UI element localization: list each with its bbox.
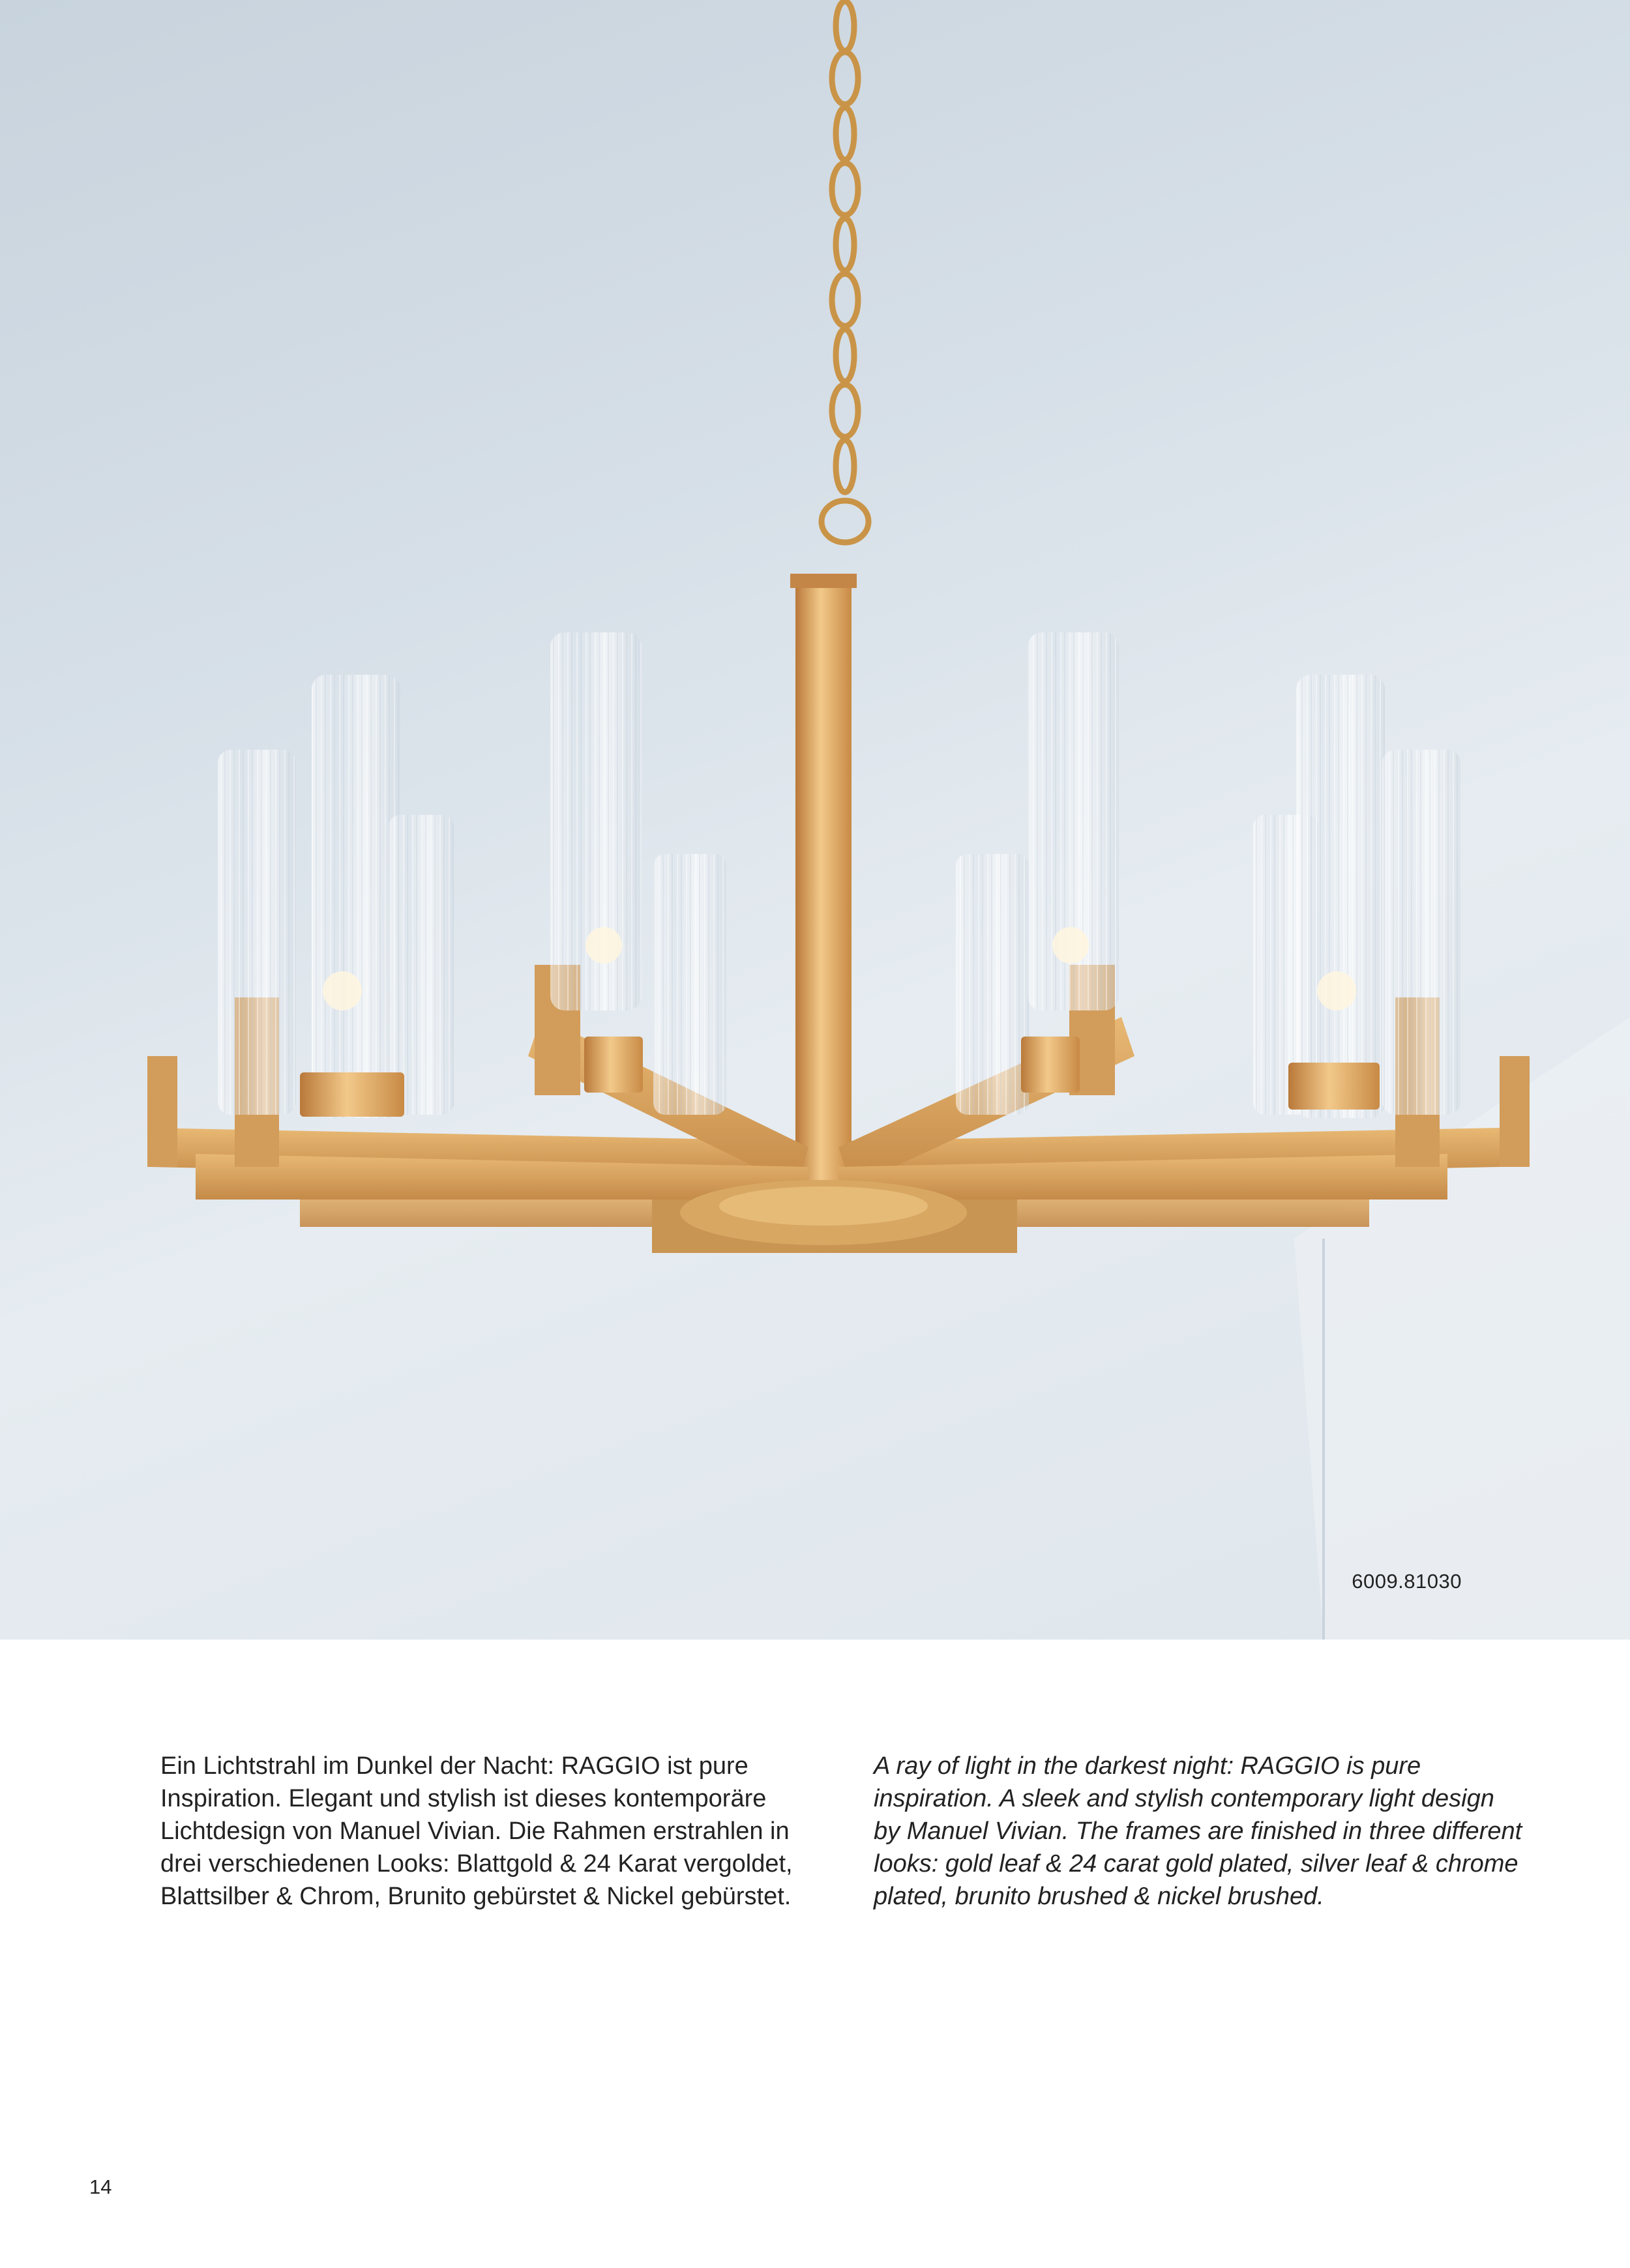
description-german: Ein Lichtstrahl im Dunkel der Nacht: RAGGIO ist pure Inspiration. Elegant und stylish ist dieses kontemporäre Lichtdesign von Manuel Vivian. Die Rahmen erstrahlen in drei verschiedenen Looks: Blattgold & 24 Karat vergoldet, Blattsilber & Chrom, Brunito gebürstet & Nickel gebürstet. [160, 1752, 793, 1910]
page-number: 14 [89, 2175, 112, 2198]
article-number: 6009.81030 [1352, 1570, 1462, 1593]
description-english: A ray of light in the darkest night: RAGGIO is pure inspiration. A sleek and stylish contemporary light design by Manuel Vivian. The frames are finished in three different looks: gold leaf & 24 carat gold plated, silver leaf & chrome plated, brunito brushed & nickel brushed. [874, 1752, 1522, 1910]
